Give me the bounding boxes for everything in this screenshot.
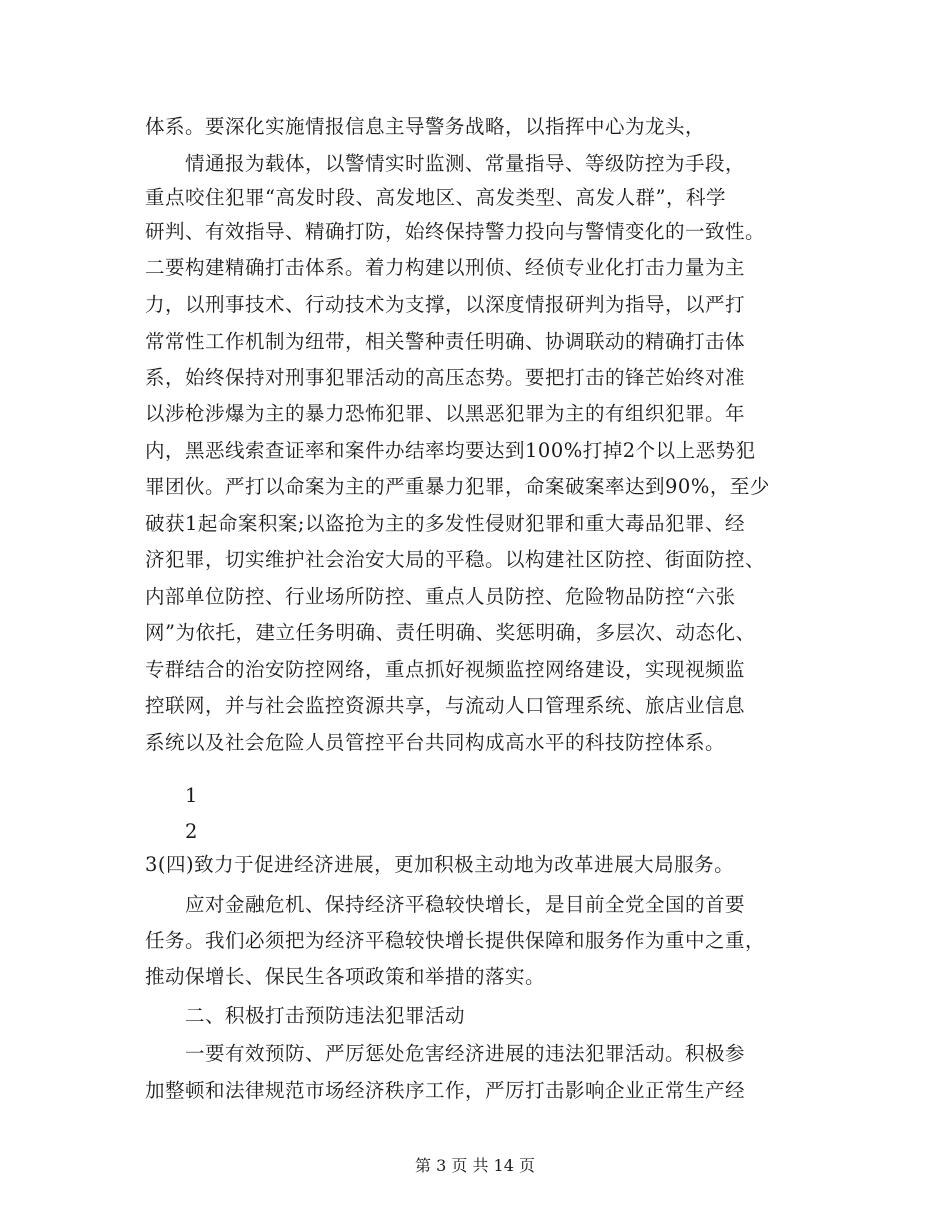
body-text-line: 应对金融危机、保持经济平稳较快增长，是目前全党全国的首要 (145, 893, 746, 916)
body-text-line: 一要有效预防、严厉惩处危害经济进展的违法犯罪活动。积极参 (145, 1042, 746, 1065)
body-text-line: 以涉枪涉爆为主的暴力恐怖犯罪、以黑恶犯罪为主的有组织犯罪。年 (145, 402, 746, 425)
body-text-line: 专群结合的治安防控网络，重点抓好视频监控网络建设，实现视频监 (145, 658, 746, 681)
section-heading: 二、积极打击预防违法犯罪活动 (145, 1004, 466, 1027)
body-text-line: 研判、有效指导、精确打防，始终保持警力投向与警情变化的一致性。 (145, 220, 766, 243)
body-text-line: 重点咬住犯罪“高发时段、高发地区、高发类型、高发人群”，科学 (145, 186, 726, 209)
body-text-line: 二要构建精确打击体系。着力构建以刑侦、经侦专业化打击力量为主 (145, 256, 746, 279)
body-text-line: 系，始终保持对刑事犯罪活动的高压态势。要把打击的锋芒始终对准 (145, 366, 746, 389)
body-text-line: 破获1起命案积案;以盗抢为主的多发性侵财犯罪和重大毒品犯罪、经 (145, 512, 745, 535)
body-text-line: 力，以刑事技术、行动技术为支撑，以深度情报研判为指导，以严打 (145, 293, 746, 316)
body-text-line: 推动保增长、保民生各项政策和举措的落实。 (145, 965, 546, 988)
body-text-line: 任务。我们必须把为经济平稳较快增长提供保障和服务作为重中之重， (145, 929, 766, 952)
body-text-line: 加整顿和法律规范市场经济秩序工作，严厉打击影响企业正常生产经 (145, 1079, 746, 1102)
body-text-line: 网”为依托，建立任务明确、责任明确、奖惩明确，多层次、动态化、 (145, 621, 756, 644)
body-text-line: 3(四)致力于促进经济进展，更加积极主动地为改革进展大局服务。 (145, 853, 735, 876)
body-text-line: 2 (145, 820, 198, 843)
body-text-line: 系统以及社会危险人员管控平台共同构成高水平的科技防控体系。 (145, 731, 726, 754)
body-text-line: 体系。要深化实施情报信息主导警务战略，以指挥中心为龙头， (145, 115, 706, 138)
body-text-line: 情通报为载体，以警情实时监测、常量指导、等级防控为手段， (145, 152, 746, 175)
body-text-line: 控联网，并与社会监控资源共享，与流动人口管理系统、旅店业信息 (145, 694, 746, 717)
body-text-line: 济犯罪，切实维护社会治安大局的平稳。以构建社区防控、街面防控、 (145, 548, 766, 571)
body-text-line: 常常性工作机制为纽带，相关警种责任明确、协调联动的精确打击体 (145, 330, 746, 353)
body-text-line: 罪团伙。严打以命案为主的严重暴力犯罪，命案破案率达到90%，至少 (145, 475, 770, 498)
body-text-line: 内部单位防控、行业场所防控、重点人员防控、危险物品防控“六张 (145, 585, 736, 608)
page-number-footer: 第 3 页 共 14 页 (415, 1156, 535, 1175)
body-text-line: 内，黑恶线索查证率和案件办结率均要达到100%打掉2个以上恶势犯 (145, 439, 756, 462)
body-text-line: 1 (145, 784, 198, 807)
